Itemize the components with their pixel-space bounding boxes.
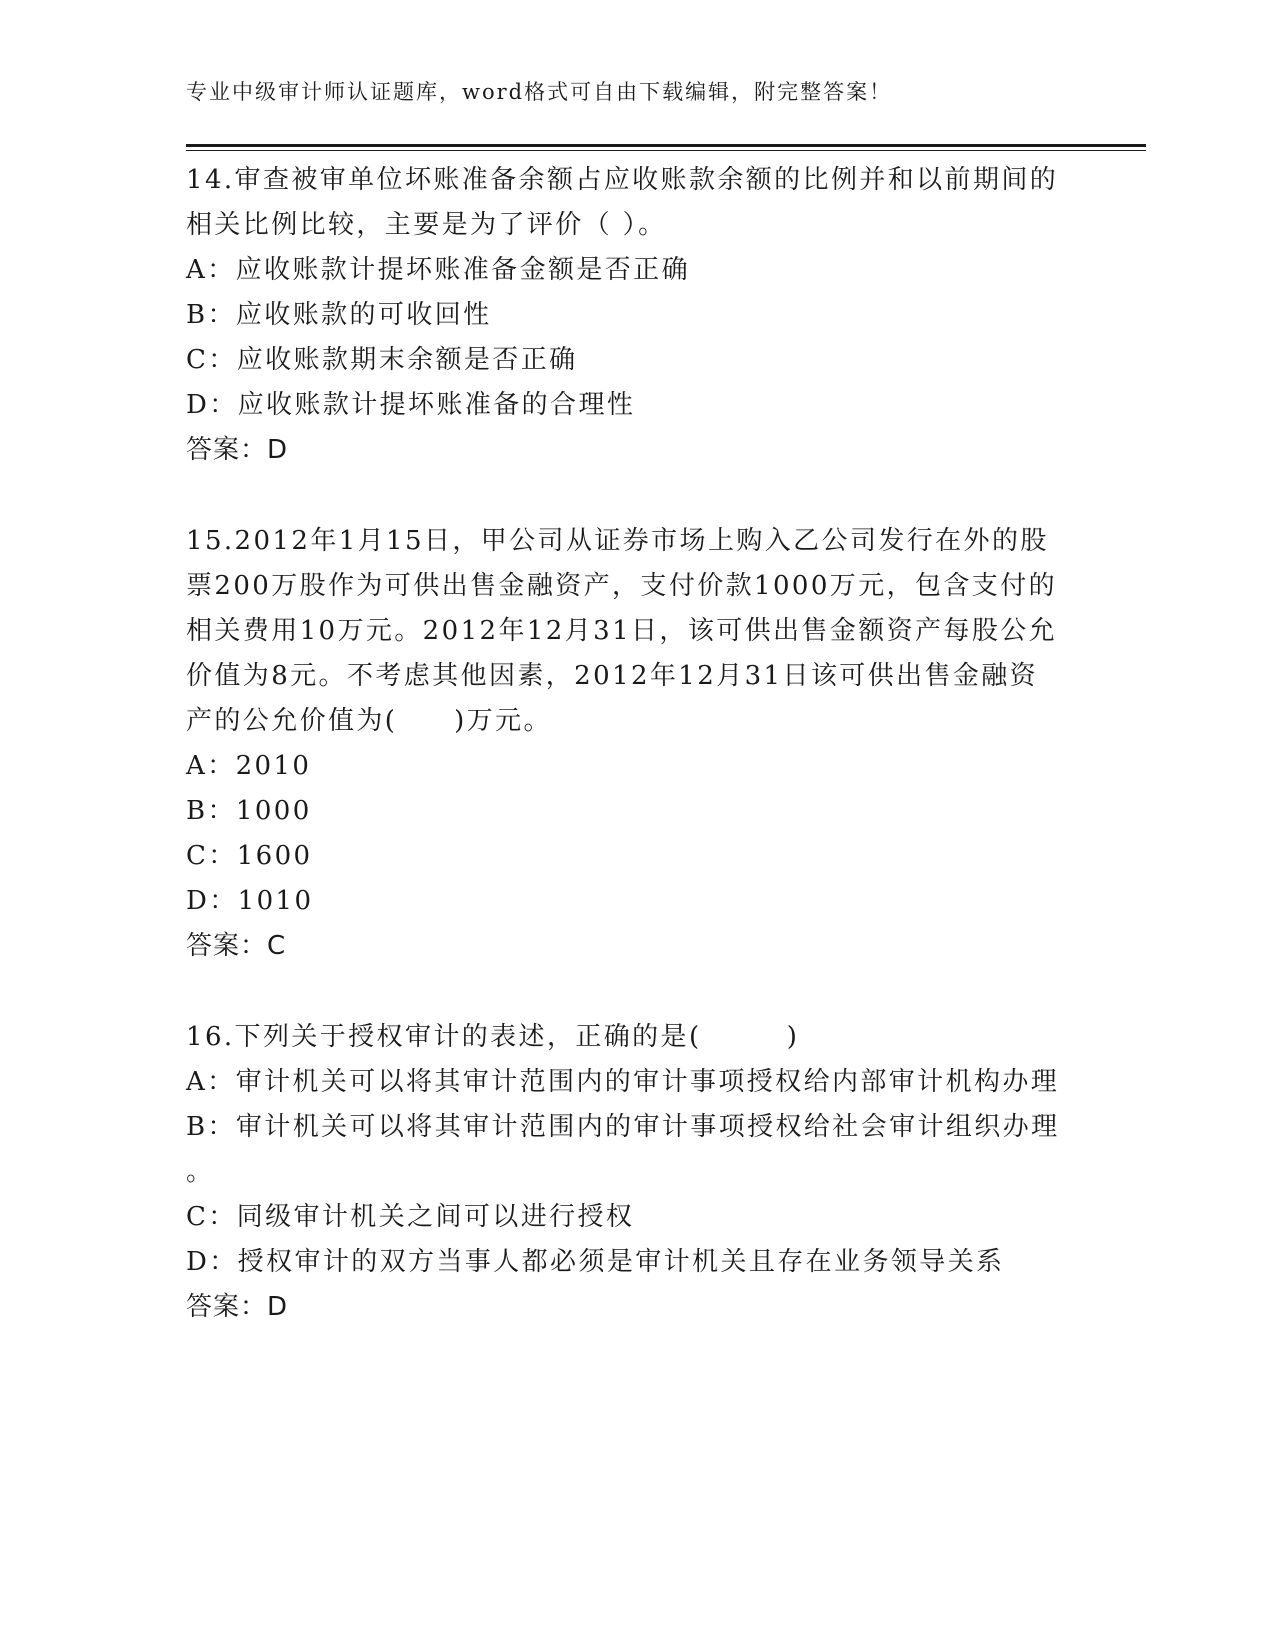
option-c: C：应收账款期末余额是否正确 — [186, 345, 578, 375]
option-a: A：2010 — [186, 751, 312, 781]
option-d: D：应收账款计提坏账准备的合理性 — [186, 390, 636, 420]
answer-line: 答案：D — [186, 1292, 289, 1322]
option-a: A：审计机关可以将其审计范围内的审计事项授权给内部审计机构办理 — [186, 1067, 1060, 1097]
question-spacer — [186, 473, 1086, 519]
answer-line: 答案：D — [186, 435, 289, 465]
option-a: A：应收账款计提坏账准备金额是否正确 — [186, 255, 690, 285]
option-d: D：1010 — [186, 886, 314, 916]
question-stem: 16.下列关于授权审计的表述，正确的是( ) — [186, 1022, 800, 1052]
option-b: B：应收账款的可收回性 — [186, 300, 492, 330]
option-c: C：同级审计机关之间可以进行授权 — [186, 1202, 635, 1232]
option-d: D：授权审计的双方当事人都必须是审计机关且存在业务领导关系 — [186, 1247, 1005, 1277]
question-16 — [186, 1015, 1086, 1330]
header-rule-thin — [186, 150, 1146, 151]
answer-line: 答案：C — [186, 931, 287, 961]
question-15 — [186, 519, 1086, 969]
header-rule-thick — [186, 144, 1146, 147]
question-stem: 14.审查被审单位坏账准备余额占应收账款余额的比例并和以前期间的相关比例比较，主要是为了评价（ ）。 — [186, 165, 1059, 240]
option-b-continuation: 。 — [186, 1157, 215, 1187]
question-stem: 15.2012年1月15日，甲公司从证券市场上购入乙公司发行在外的股票200万股作为可供出售金融资产，支付价款1000万元，包含支付的相关费用10万元。2012年12月31日，该可供出售金额资产每股公允价值为8元。不考虑其他因素，2012年12月31日该可供出售金融资产的公允价值为( )万元。 — [186, 526, 1058, 736]
question-spacer — [186, 969, 1086, 1015]
page-header: 专业中级审计师认证题库，word格式可自由下载编辑，附完整答案！ — [186, 80, 893, 104]
option-c: C：1600 — [186, 841, 313, 871]
question-list — [186, 158, 1086, 1330]
question-14 — [186, 158, 1086, 473]
option-b: B：1000 — [186, 796, 312, 826]
option-b: B：审计机关可以将其审计范围内的审计事项授权给社会审计组织办理 — [186, 1112, 1060, 1142]
